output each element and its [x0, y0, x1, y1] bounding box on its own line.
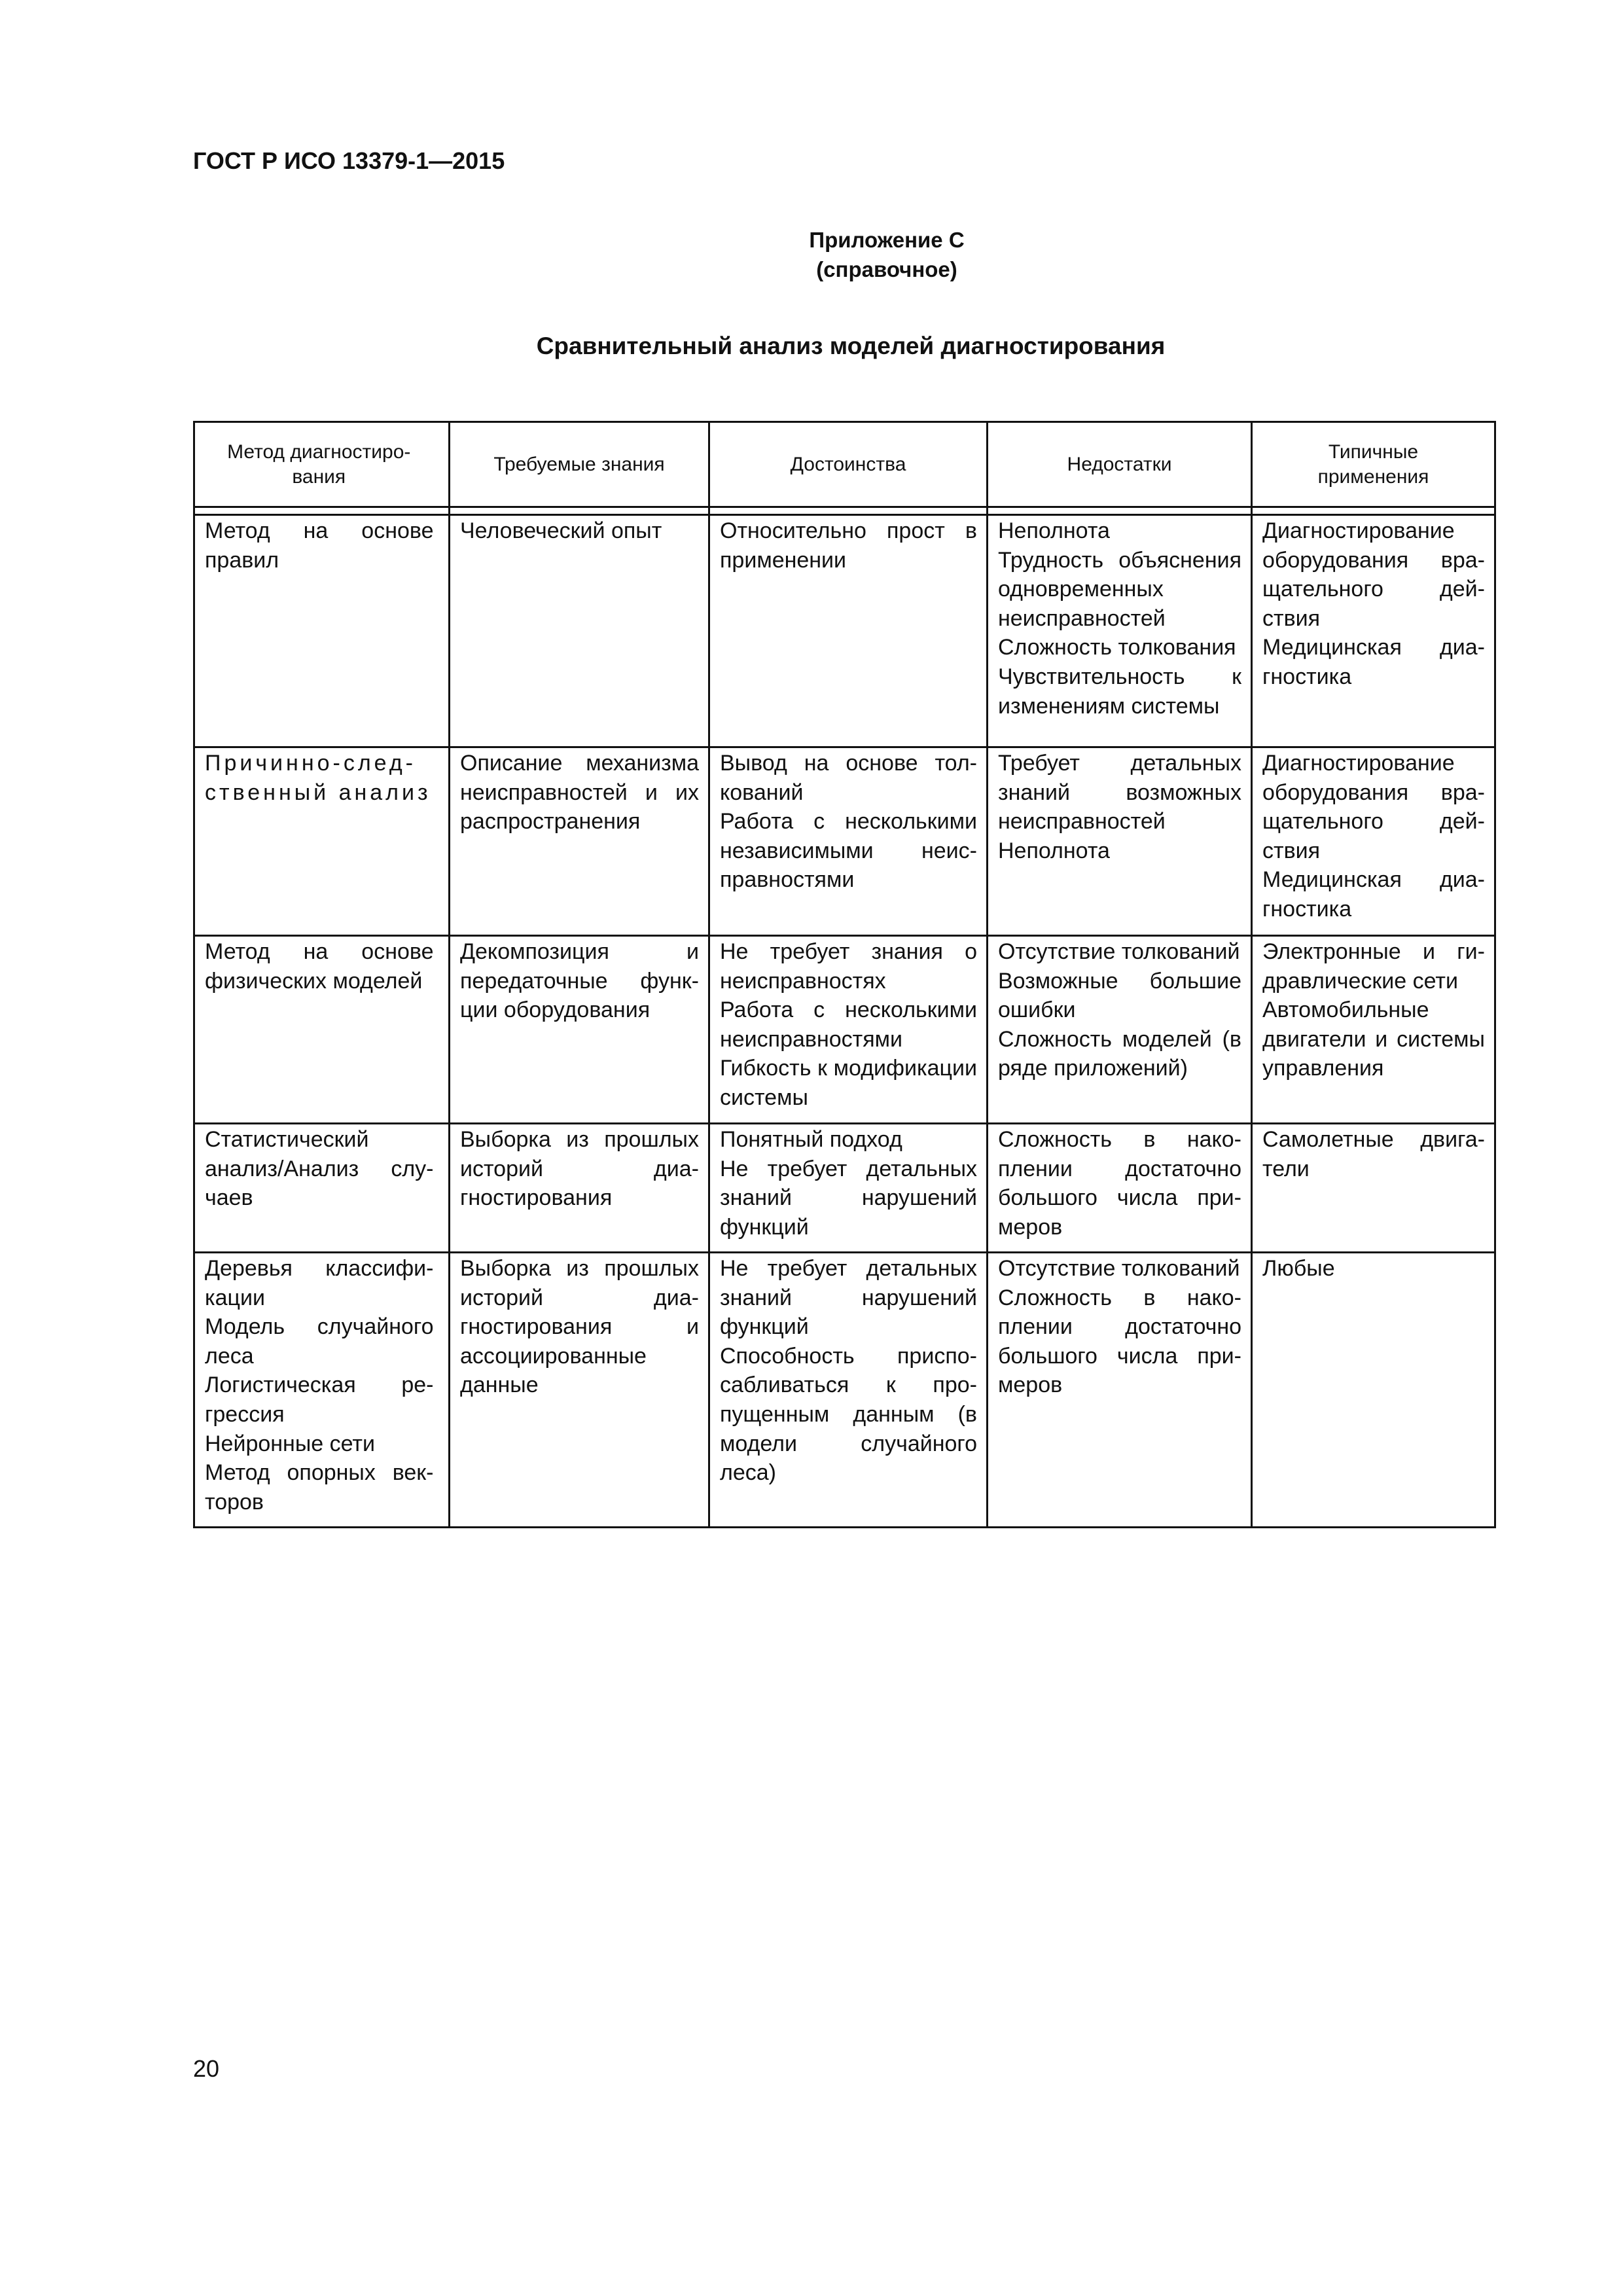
table-body	[194, 515, 1495, 1528]
cell-line: Возможные большие ошибки	[998, 968, 1241, 1023]
column-separator	[443, 936, 450, 1124]
cell-knowledge	[450, 1124, 709, 1253]
cell-line: Не требует детальных знаний нарушений функций	[720, 1156, 977, 1240]
cell-line: Метод на основе правил	[205, 518, 434, 573]
header-cell-applications	[1252, 422, 1495, 507]
cell-line: Описание механизма неисправностей и их распространения	[460, 751, 699, 834]
cell-line: Работа с несколькими независимыми неисправностями	[720, 809, 977, 893]
cell-line: Вывод на основе толкований	[720, 751, 977, 805]
cell-disadvantages	[988, 747, 1252, 936]
cell-line: Логистическая регрессия	[205, 1372, 434, 1427]
cell-line: Метод опорных векторов	[205, 1460, 434, 1515]
annex-type: (справочное)	[816, 257, 957, 281]
cell-line: Гибкость к модификации системы	[720, 1056, 977, 1110]
cell-method	[194, 936, 443, 1124]
header-line: Метод диагностиро-	[227, 440, 411, 463]
cell-method	[194, 515, 443, 747]
cell-line: Требует детальных знаний возможных неисправностей	[998, 751, 1241, 834]
cell-advantages	[709, 1124, 988, 1253]
cell-method	[194, 747, 443, 936]
cell-advantages	[709, 1253, 988, 1528]
table-header	[194, 422, 1495, 515]
header-line: Достоинства	[790, 453, 906, 475]
header-cell-disadvantages	[988, 422, 1252, 507]
cell-applications	[1252, 1124, 1495, 1253]
cell-advantages	[709, 515, 988, 747]
table-title: Сравнительный анализ моделей диагностирования	[536, 332, 1166, 359]
cell-line: Относительно прост в применении	[720, 518, 977, 573]
header-line: Недостатки	[1067, 453, 1172, 475]
cell-applications	[1252, 936, 1495, 1124]
cell-advantages	[709, 747, 988, 936]
page-number: 20	[193, 2055, 220, 2082]
cell-line: Любые	[1262, 1256, 1335, 1281]
header-separator-row	[194, 507, 1495, 515]
cell-applications	[1252, 1253, 1495, 1528]
cell-line: Не требует детальных знаний нарушений функций	[720, 1256, 977, 1340]
cell-line: Отсутствие толкований	[998, 1256, 1240, 1281]
cell-line: Самолетные двигатели	[1262, 1127, 1485, 1181]
cell-line: Отсутствие толкований	[998, 939, 1240, 964]
cell-line: Причинно-следственный анализ	[205, 751, 431, 805]
header-line: применения	[1317, 465, 1429, 488]
cell-method	[194, 1253, 443, 1528]
cell-knowledge	[450, 747, 709, 936]
comparison-table	[193, 421, 1496, 1528]
separator-cell	[1252, 507, 1495, 515]
cell-line: Декомпозиция и передаточные функции оборудования	[460, 939, 699, 1023]
separator-cell	[709, 507, 988, 515]
cell-line: Метод на основе физических моделей	[205, 939, 434, 994]
cell-disadvantages	[988, 936, 1252, 1124]
header-row	[194, 422, 1495, 507]
cell-line: Работа с несколькими неисправностями	[720, 997, 977, 1052]
separator-cell	[450, 507, 709, 515]
separator-cell	[988, 507, 1252, 515]
cell-knowledge	[450, 515, 709, 747]
cell-knowledge	[450, 936, 709, 1124]
cell-line: Медицинская диагностика	[1262, 635, 1485, 689]
cell-line: Статистический анализ/Анализ случаев	[205, 1127, 434, 1211]
cell-line: Нейронные сети	[205, 1431, 375, 1456]
column-separator	[443, 515, 450, 747]
cell-line: Сложность толкования	[998, 635, 1236, 660]
header-line: вания	[292, 465, 346, 488]
cell-line: Деревья классификации	[205, 1256, 434, 1310]
cell-line: Понятный подход	[720, 1127, 902, 1152]
cell-line: Сложность в накоплении достаточно большого числа примеров	[998, 1285, 1241, 1398]
column-separator	[443, 747, 450, 936]
cell-line: Автомобильные двигатели и системы управления	[1262, 997, 1485, 1081]
cell-line: Трудность объяснения одновременных неисправностей	[998, 547, 1241, 631]
cell-line: Сложность в накоплении достаточно большого числа примеров	[998, 1127, 1241, 1240]
column-separator	[443, 1253, 450, 1528]
cell-line: Чувствительность к изменениям системы	[998, 664, 1241, 719]
header-line: Требуемые знания	[493, 453, 665, 475]
table-row	[194, 747, 1495, 936]
cell-advantages	[709, 936, 988, 1124]
header-cell-advantages	[709, 422, 988, 507]
column-separator	[443, 422, 450, 507]
cell-line: Модель случайного леса	[205, 1314, 434, 1369]
separator-cell	[194, 507, 443, 515]
cell-line: Диагностирование оборудования вращательного действия	[1262, 751, 1485, 863]
cell-applications	[1252, 747, 1495, 936]
table-row	[194, 515, 1495, 747]
header-line: Типичные	[1328, 440, 1419, 463]
header-cell-method	[194, 422, 443, 507]
annex-title: Приложение С	[809, 228, 965, 252]
cell-line: Способность приспосабливаться к пропущенным данным (в модели случайного леса)	[720, 1343, 977, 1486]
cell-line: Медицинская диагностика	[1262, 867, 1485, 922]
cell-disadvantages	[988, 1124, 1252, 1253]
column-separator	[443, 1124, 450, 1253]
table-row	[194, 1253, 1495, 1528]
table-row	[194, 936, 1495, 1124]
cell-line: Выборка из прошлых историй диагностирования	[460, 1127, 699, 1211]
cell-line: Неполнота	[998, 518, 1110, 543]
cell-knowledge	[450, 1253, 709, 1528]
separator-cell	[443, 507, 450, 515]
header-cell-knowledge	[450, 422, 709, 507]
cell-disadvantages	[988, 515, 1252, 747]
cell-line: Человеческий опыт	[460, 518, 662, 543]
cell-line: Выборка из прошлых историй диагностирования и ассоциированные данные	[460, 1256, 699, 1398]
document-code: ГОСТ Р ИСО 13379-1—2015	[193, 147, 505, 174]
cell-line: Электронные и гидравлические сети	[1262, 939, 1485, 994]
cell-disadvantages	[988, 1253, 1252, 1528]
cell-line: Сложность моделей (в ряде приложений)	[998, 1026, 1241, 1081]
cell-applications	[1252, 515, 1495, 747]
table-row	[194, 1124, 1495, 1253]
cell-method	[194, 1124, 443, 1253]
cell-line: Не требует знания о неисправностях	[720, 939, 977, 994]
cell-line: Неполнота	[998, 838, 1110, 863]
cell-line: Диагностирование оборудования вращательного действия	[1262, 518, 1485, 631]
